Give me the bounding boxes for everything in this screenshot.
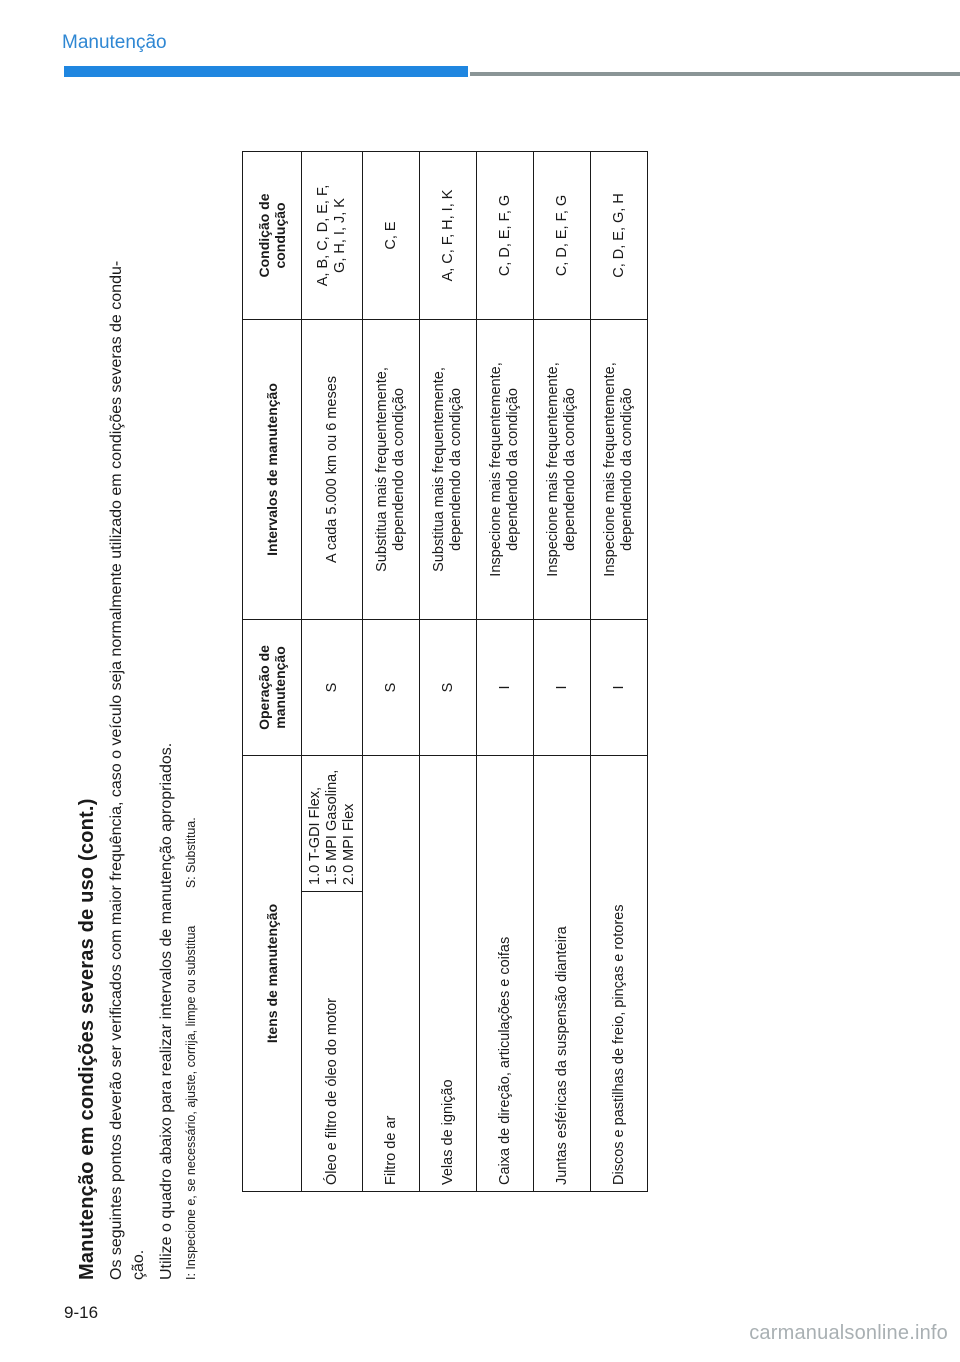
cell-condition: A, B, C, D, E, F, G, H, I, J, K <box>302 151 363 319</box>
intro-line-1: Os seguintes pontos deverão ser verificados com maior frequência, caso o veículo seja normalmente utilizado em condições severas de condu- <box>108 260 125 1280</box>
page-number: 9-16 <box>64 1303 99 1322</box>
cell-condition: C, D, E, G, H <box>591 151 648 319</box>
cell-interval: Inspecione mais frequentemente, dependendo da condição <box>591 319 648 619</box>
cell-interval: Substitua mais frequentemente, dependendo da condição <box>363 319 420 619</box>
cell-operation: I <box>591 619 648 755</box>
header-condition: Condição de condução <box>243 151 302 319</box>
watermark: carmanualsonline.info <box>749 1322 948 1344</box>
cell-condition: A, C, F, H, I, K <box>420 151 477 319</box>
page-heading: Manutenção em condições severas de uso (cont.) <box>76 798 98 1280</box>
cell-item: Velas de ignição <box>420 755 477 1191</box>
cell-interval: Inspecione mais frequentemente, dependendo da condição <box>477 319 534 619</box>
legend-inspect: I: Inspecione e, se necessário, ajuste, corrija, limpe ou substitua <box>184 925 198 1280</box>
header-intervals: Intervalos de manutenção <box>243 319 302 619</box>
cell-operation: S <box>363 619 420 755</box>
table-row <box>477 151 534 1191</box>
cell-item: Caixa de direção, articulações e coifas <box>477 755 534 1191</box>
cell-operation: I <box>534 619 591 755</box>
intro-line-2: ção. <box>130 1249 147 1280</box>
table-row <box>363 151 420 1191</box>
cell-operation: I <box>477 619 534 755</box>
table-row <box>420 151 477 1191</box>
legend <box>182 130 200 1280</box>
table-row <box>534 151 591 1191</box>
header-operation: Operação de manutenção <box>243 619 302 755</box>
cell-interval: Inspecione mais frequentemente, dependendo da condição <box>534 319 591 619</box>
cell-condition: C, D, E, F, G <box>534 151 591 319</box>
header-bar-accent <box>64 66 468 77</box>
cell-item: Juntas esféricas da suspensão dianteira <box>534 755 591 1191</box>
rotated-page-content <box>70 130 680 1280</box>
table-row <box>591 151 648 1191</box>
maintenance-table <box>242 151 648 1192</box>
usage-note: Utilize o quadro abaixo para realizar intervalos de manutenção apropriados. <box>158 742 175 1280</box>
table-row <box>302 151 363 1191</box>
cell-interval: Substitua mais frequentemente, dependendo da condição <box>420 319 477 619</box>
legend-replace: S: Substitua. <box>184 817 198 889</box>
cell-operation: S <box>420 619 477 755</box>
cell-condition: C, E <box>363 151 420 319</box>
cell-interval: A cada 5.000 km ou 6 meses <box>302 319 363 619</box>
cell-condition: C, D, E, F, G <box>477 151 534 319</box>
header-items: Itens de manutenção <box>243 755 302 1191</box>
cell-item: Filtro de ar <box>363 755 420 1191</box>
table-header-row <box>243 151 302 1191</box>
cell-item: Discos e pastilhas de freio, pinças e rotores <box>591 755 648 1191</box>
cell-operation: S <box>302 619 363 755</box>
header-bar-rule <box>470 72 960 76</box>
section-title: Manutenção <box>62 32 167 53</box>
intro-paragraph <box>106 130 150 1280</box>
cell-item: Óleo e filtro de óleo do motor <box>302 892 363 1192</box>
cell-engines: 1.0 T-GDI Flex, 1.5 MPI Gasolina, 2.0 MPI Flex <box>302 755 363 891</box>
